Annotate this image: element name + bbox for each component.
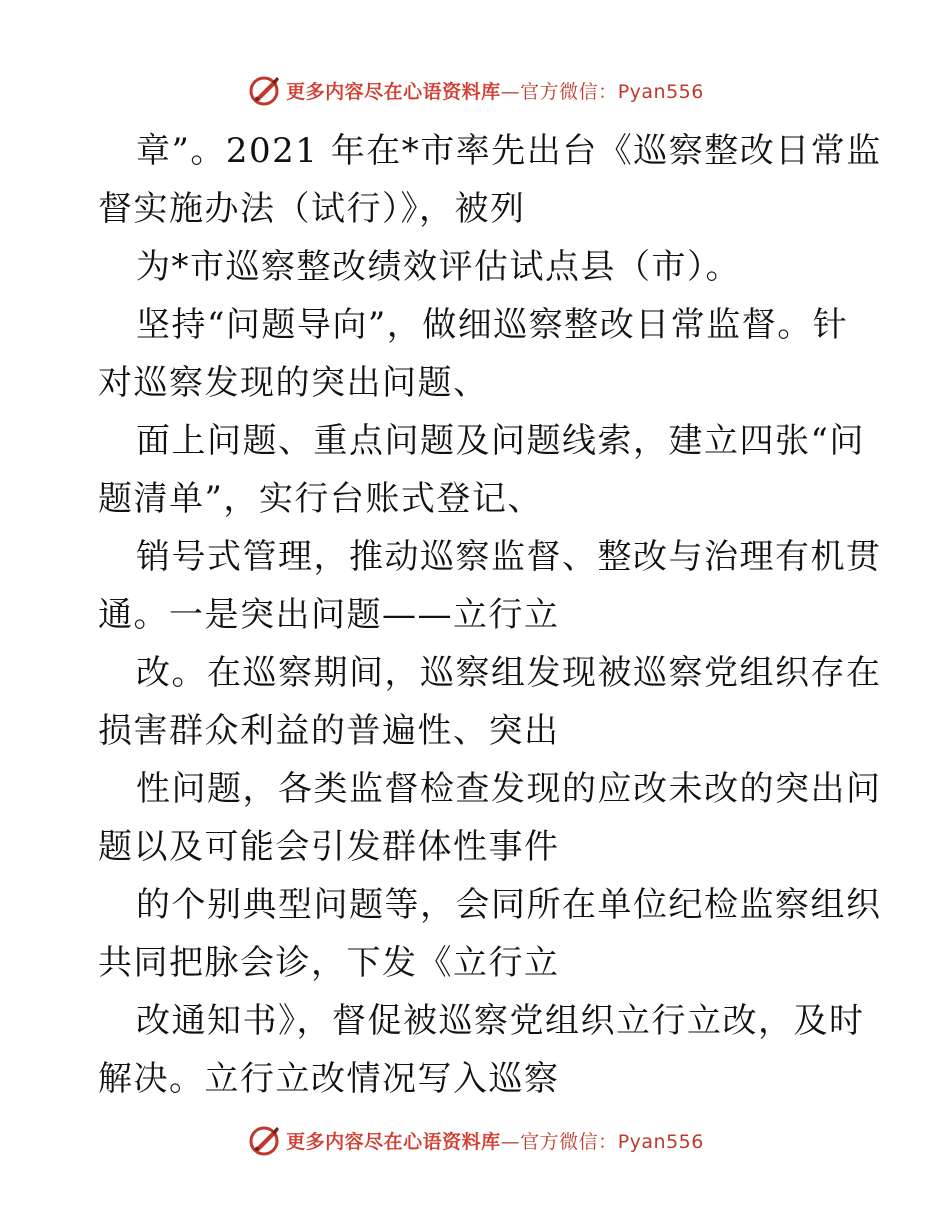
body-line: 坚持“问题导向”，做细巡察整改日常监督。针 [136, 305, 849, 345]
body-line: 题清单”，实行台账式登记、 [98, 479, 543, 519]
body-line: 通。一是突出问题——立行立 [98, 595, 560, 635]
body-line: 改通知书》，督促被巡察党组织立行立改，及时 [136, 1001, 865, 1041]
watermark-text [286, 77, 704, 104]
watermark-wechat-id: Pyan556 [617, 80, 704, 103]
body-line: 题以及可能会引发群体性事件 [98, 827, 560, 867]
watermark-wechat-id: Pyan556 [617, 1130, 704, 1153]
footer-watermark [0, 1120, 950, 1160]
body-line: 损害群众利益的普遍性、突出 [98, 711, 560, 751]
body-line: 督实施办法（试行）》，被列 [98, 189, 526, 229]
watermark-main: 更多内容尽在心语资料库 [286, 1130, 501, 1153]
watermark-wechat-label: 官方微信： [520, 1130, 618, 1153]
watermark-text [286, 1127, 704, 1154]
watermark-main: 更多内容尽在心语资料库 [286, 80, 501, 103]
body-line: 的个别典型问题等，会同所在单位纪检监察组织 [136, 885, 882, 925]
body-line: 面上问题、重点问题及问题线索，建立四张“问 [136, 421, 865, 461]
brush-logo-icon [246, 72, 282, 108]
document-body [98, 122, 882, 1108]
body-line: 共同把脉会诊，下发《立行立 [98, 943, 560, 983]
header-watermark [0, 70, 950, 110]
watermark-separator: — [500, 1130, 521, 1153]
brush-logo-icon [246, 1122, 282, 1158]
body-line: 改。在巡察期间，巡察组发现被巡察党组织存在 [136, 653, 882, 693]
body-line: 为*市巡察整改绩效评估试点县（市）。 [136, 247, 741, 287]
body-line: 解决。立行立改情况写入巡察 [98, 1059, 560, 1099]
body-line: 对巡察发现的突出问题、 [98, 363, 489, 403]
body-line: 性问题，各类监督检查发现的应改未改的突出问 [136, 769, 882, 809]
watermark-separator: — [500, 80, 521, 103]
watermark-wechat-label: 官方微信： [520, 80, 618, 103]
body-line: 章”。2021 年在*市率先出台《巡察整改日常监 [136, 131, 882, 171]
body-line: 销号式管理，推动巡察监督、整改与治理有机贯 [136, 537, 882, 577]
